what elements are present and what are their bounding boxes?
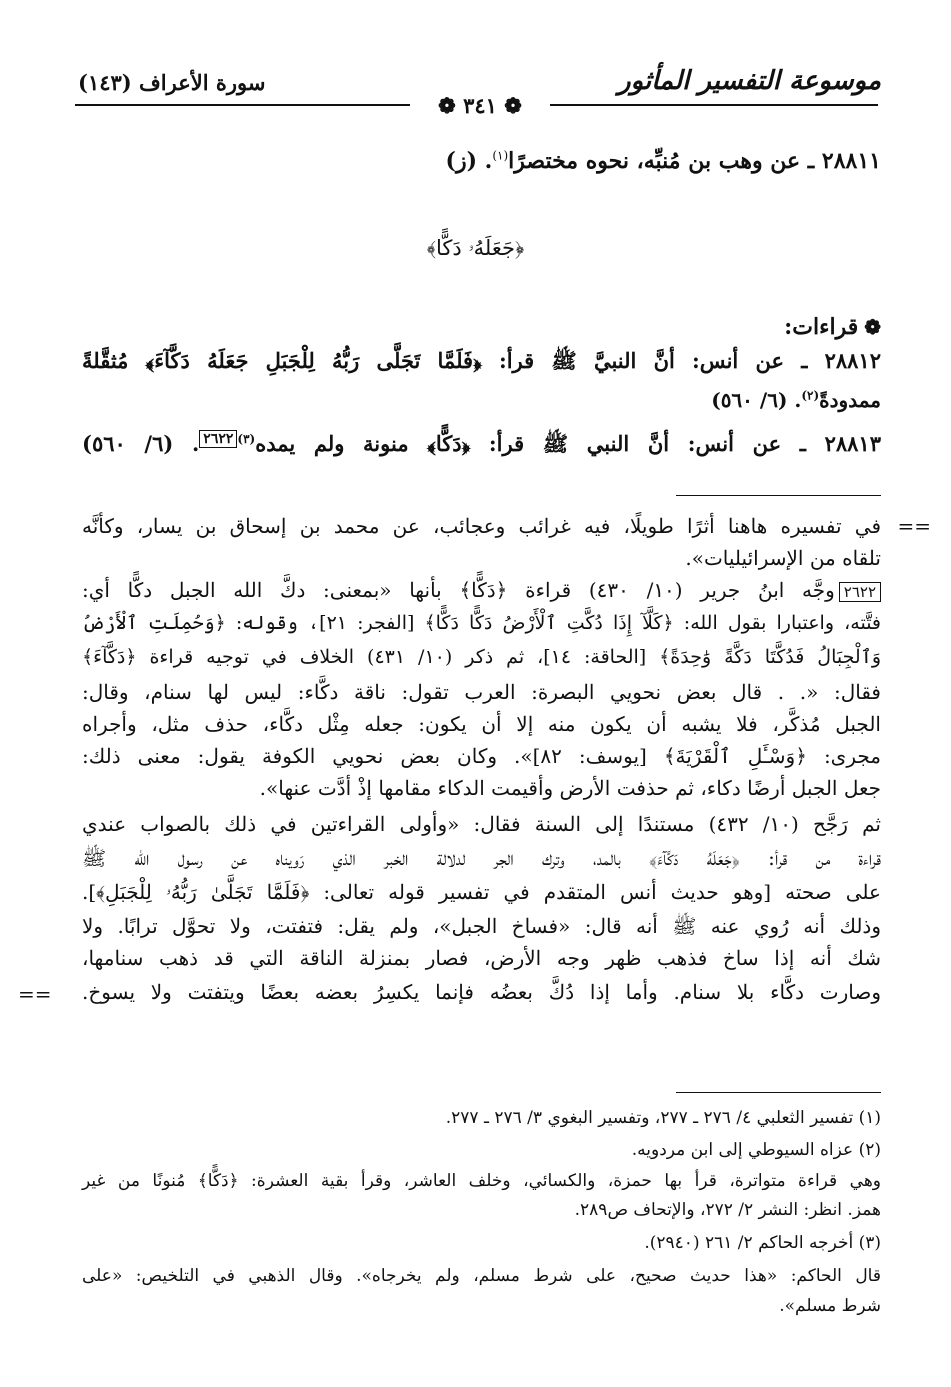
continuation-marker: == — [18, 982, 52, 1006]
entry-text: ٢٨٨١١ ـ عن وهب بن مُنبِّه، نحوه مختصرًا — [508, 148, 881, 174]
footnote-ref: (١) — [492, 148, 509, 163]
footnote: همز. انظر: النشر ٢/ ٢٧٢، والإتحاف ص٢٨٩. — [574, 1200, 881, 1220]
footnote: (٣) أخرجه الحاكم ٢/ ٢٦١ (٢٩٤٠). — [644, 1233, 881, 1253]
book-title: موسوعة التفسير المأثور — [618, 66, 881, 96]
footnote: شرط مسلم». — [779, 1296, 881, 1316]
commentary-line: فقال: «. . قال بعض نحويي البصرة: العرب تقول: ناقة دكَّاء: ليس لها سنام، وقال: — [82, 680, 881, 704]
commentary-line: شك أنه إذا ساخ فذهب ظهر وجه الأرض، فصار بمنزلة الناقة التي قد ذهب سنامها، — [82, 946, 881, 970]
commentary-line: تلقاه من الإسرائيليات». — [685, 546, 881, 570]
page-number-text: ٣٤١ — [463, 93, 497, 118]
entry-28811 — [446, 148, 881, 174]
commentary-line: في تفسيره هاهنا أثرًا طويلًا، فيه غرائب وعجائب، عن محمد بن إسحاق بن يسار، وكأنَّه — [82, 514, 882, 538]
section-heading: ﴿جَعَلَهُۥ دَكًّا﴾ — [426, 236, 525, 260]
qiraat-line-2 — [711, 388, 881, 412]
qiraat-line-2-tail: . (٦/ ٥٦٠) — [711, 388, 802, 412]
page-number — [410, 93, 550, 118]
continuation-marker: == — [897, 514, 931, 538]
commentary-ref-box: ٢٦٢٢ — [199, 430, 237, 448]
commentary-line: وذلك أنه رُوي عنه ﷺ أنه قال: «فساخ الجبل»، ولم يقل: فتفتت، ولا تحوَّل ترابًا. ولا — [82, 914, 881, 938]
qiraat-line-3 — [82, 430, 881, 462]
commentary-line-text: وجَّه ابنُ جرير (١٠/ ٤٣٠) قراءة ﴿دَكًّا﴾ بأنها «بمعنى: دكَّ الله الجبل دكًّا أي: — [82, 578, 835, 602]
commentary-line: جعل الجبل أرضًا دكاء، ثم حذفت الأرض وأقيمت الدكاء مقامها إذْ أدَّت عنها». — [259, 776, 881, 800]
footnote: وهي قراءة متواترة، قرأ بها حمزة، والكسائي، وخلف العاشر، وقرأ بقية العشرة: ﴿دَكًّا﴾ مُنونًا من غير — [82, 1171, 881, 1191]
commentary-line — [82, 578, 881, 602]
commentary-line: على صحته [وهو حديث أنس المتقدم في تفسير قوله تعالى: ﴿فَلَمَّا تَجَلَّىٰ رَبُّهُۥ لِلْجَبَلِ﴾]. — [82, 880, 881, 904]
flower-icon: ❁ — [864, 315, 881, 339]
qiraat-line-2-text: ممدودةً — [819, 388, 881, 412]
commentary-line: الجبل مُذكَّر، فلا يشبه أن يكون منه إلا أن يكون: جعله مِثْل دكَّاء، حذف مثل، وأجراه — [82, 712, 881, 736]
qiraat-heading — [784, 314, 881, 340]
qiraat-line-3-tail: . (٦/ ٥٦٠) — [82, 431, 200, 456]
footnote: (١) تفسير الثعلبي ٤/ ٢٧٦ ـ ٢٧٧، وتفسير البغوي ٣/ ٢٧٦ ـ ٢٧٧. — [445, 1108, 881, 1128]
entry-tail: . (ز) — [445, 148, 493, 174]
footnote: قال الحاكم: «هذا حديث صحيح، على شرط مسلم، ولم يخرجاه». وقال الذهبي في التلخيص: «على — [82, 1266, 881, 1286]
commentary-line: وصارت دكَّاء بلا سنام. وأما إذا دُكَّ بعضُه فإنما يكسِرُ بعضه بعضًا ويتفتت ولا يسوخ. — [82, 980, 881, 1004]
footnote-ref: (٢) — [801, 388, 820, 403]
qiraat-line-3-text: ٢٨٨١٣ ـ عن أنس: أنَّ النبي ﷺ قرأ: ﴿دَكًّا﴾ منونة ولم يمده — [255, 431, 881, 456]
footnote-ref: (٣) — [237, 432, 256, 446]
commentary-line: وَٱلْجِبَالُ فَدُكَّتَا دَكَّةً وَٰحِدَةً﴾ [الحاقة: ١٤]، ثم ذكر (١٠/ ٤٣١) الخلاف في توجيه قراءة ﴿دَكَّآءَ﴾ — [82, 646, 882, 668]
qiraat-line-1: ٢٨٨١٢ ـ عن أنس: أنَّ النبيَّ ﷺ قرأ: ﴿فَلَمَّا تَجَلَّى رَبُّهُ لِلْجَبَلِ جَعَلَهُ دَكَّآءَ﴾ مُثقَّلةً — [82, 348, 881, 373]
commentary-line: مجرى: ﴿وَسْـَٔلِ ٱلْقَرْيَةَ﴾ [يوسف: ٨٢]». وكان بعض نحويي الكوفة يقول: معنى ذلك: — [82, 744, 881, 768]
footnote-rule — [676, 1092, 881, 1093]
separator-rule — [676, 495, 881, 496]
commentary-ref-box: ٢٦٢٢ — [839, 582, 881, 602]
commentary-line: فتَّته، واعتبارا بقول الله: ﴿كَلَّآ إِذَا دُكَّتِ ٱلْأَرْضُ دَكًّا دَكًّا﴾ [الفجر: ٢١]، وقوله: ﴿وَحُمِلَتِ ٱلْأَرْضُ — [82, 612, 882, 634]
ornament-icon: ❁ — [438, 93, 464, 118]
surah-title: سورة الأعراف (١٤٣) — [78, 70, 266, 95]
ornament-icon: ❁ — [496, 93, 522, 118]
commentary-line: قراءة من قرأ: ﴿جَعَلَهُ دَكَّآءَ﴾ بالمد، وترك الجر لدلالة الخبر الذي رَويناه عن رسول الله ﷺ — [82, 846, 881, 870]
qiraat-label: قراءات: — [784, 314, 859, 340]
commentary-line: ثم رَجَّح (١٠/ ٤٣٢) مستندًا إلى السنة فقال: «وأولى القراءتين في ذلك بالصواب عندي — [82, 812, 881, 836]
footnote: (٢) عزاه السيوطي إلى ابن مردويه. — [631, 1140, 881, 1160]
